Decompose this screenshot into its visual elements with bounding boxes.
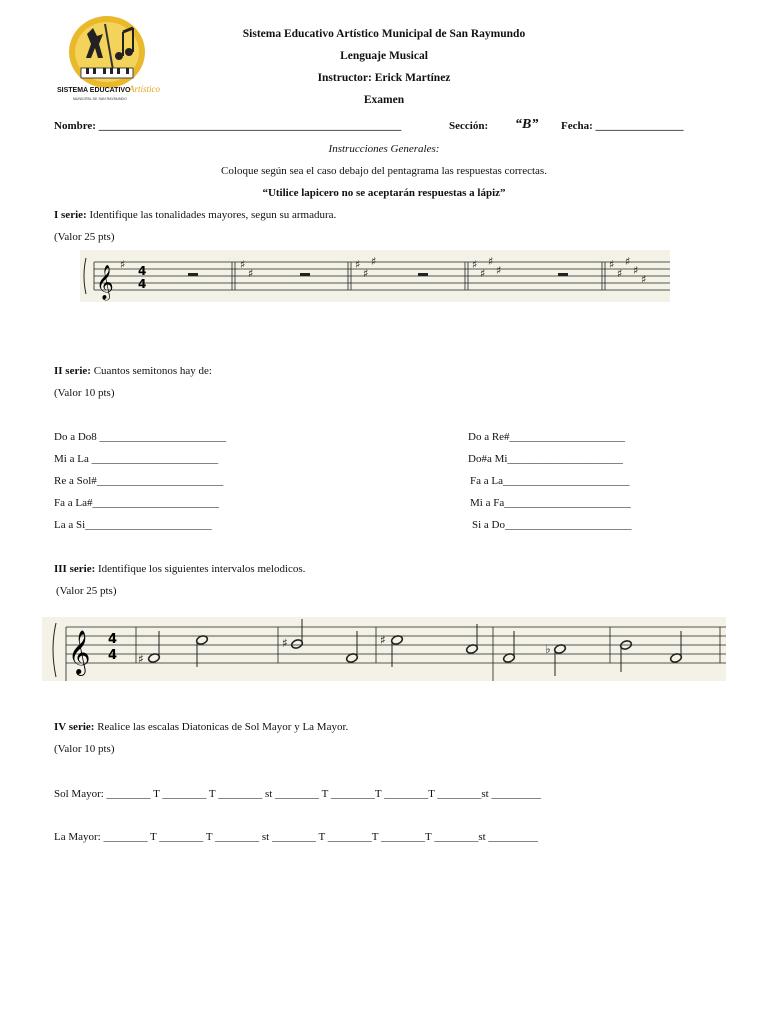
instructions-warning: “Utilice lapicero no se aceptarán respuestas a lápiz”: [262, 187, 506, 199]
semitone-question[interactable]: Mi a La _______________________: [54, 453, 219, 465]
semitone-question[interactable]: Do a Do8 _______________________: [54, 431, 227, 443]
staff-key-signatures: [80, 250, 670, 302]
sharp-icon: ♯: [617, 267, 623, 280]
treble-clef-icon: 𝄞: [68, 630, 91, 674]
serie3-heading: III serie: Identifique los siguientes intervalos melodicos.: [54, 563, 306, 575]
serie4-heading: IV serie: Realice las escalas Diatonicas de Sol Mayor y La Mayor.: [54, 721, 349, 733]
semitone-question[interactable]: Fa a La#_______________________: [54, 497, 219, 509]
sharp-icon: ♯: [472, 258, 478, 271]
sharp-icon: ♯: [355, 258, 361, 271]
instructions-title: Instrucciones Generales:: [328, 143, 440, 155]
svg-text:MUNICIPAL DE SAN RAYMUNDO: MUNICIPAL DE SAN RAYMUNDO: [73, 97, 127, 101]
section-label: Sección:: [449, 120, 489, 132]
sol-major-scale-field[interactable]: Sol Mayor: ________ T ________ T ________ st ________ T ________T ________T ________st _________: [54, 788, 541, 800]
sharp-icon: ♯: [240, 258, 246, 271]
semitone-question[interactable]: Re a Sol#_______________________: [54, 475, 224, 487]
sharp-icon: ♯: [625, 255, 631, 268]
semitone-question[interactable]: Fa a La_______________________: [470, 475, 630, 487]
date-field[interactable]: Fecha: ________________: [561, 120, 684, 132]
semitone-question[interactable]: Mi a Fa_______________________: [470, 497, 631, 509]
exam-title: Examen: [363, 94, 405, 106]
serie3-value: (Valor 25 pts): [56, 585, 117, 597]
sharp-icon: ♯: [138, 652, 144, 666]
treble-clef-icon: 𝄞: [96, 265, 114, 300]
course-title: Lenguaje Musical: [340, 50, 428, 62]
whole-rest-icon: [188, 273, 198, 276]
whole-rest-icon: [558, 273, 568, 276]
sharp-icon: ♯: [641, 273, 647, 286]
semitone-question[interactable]: Do#a Mi_____________________: [468, 453, 623, 465]
staff-intervals: [42, 617, 726, 681]
semitone-question[interactable]: Si a Do_______________________: [472, 519, 632, 531]
la-major-scale-field[interactable]: La Mayor: ________ T ________ T ________ st ________ T ________T ________T ________st _________: [54, 831, 538, 843]
flat-icon: ♭: [545, 642, 551, 656]
instructor-line: Instructor: Erick Martínez: [317, 72, 451, 84]
semitone-question[interactable]: La a Si_______________________: [54, 519, 212, 531]
sharp-icon: ♯: [248, 267, 254, 280]
sharp-icon: ♯: [480, 267, 486, 280]
serie1-heading: I serie: Identifique las tonalidades mayores, segun su armadura.: [54, 209, 337, 221]
sharp-icon: ♯: [380, 633, 386, 647]
svg-text:SISTEMA EDUCATIVO: SISTEMA EDUCATIVO: [57, 87, 131, 94]
institution-title: Sistema Educativo Artístico Municipal de San Raymundo: [242, 28, 526, 40]
serie4-value: (Valor 10 pts): [54, 743, 115, 755]
serie2-value: (Valor 10 pts): [54, 387, 115, 399]
sharp-icon: ♯: [282, 636, 288, 650]
sharp-icon: ♯: [633, 264, 639, 277]
svg-text:4: 4: [138, 277, 147, 291]
sharp-icon: ♯: [120, 258, 126, 271]
name-field[interactable]: Nombre: _______________________________________________________: [54, 120, 402, 132]
sharp-icon: ♯: [488, 255, 494, 268]
whole-rest-icon: [418, 273, 428, 276]
sharp-icon: ♯: [363, 267, 369, 280]
serie1-value: (Valor 25 pts): [54, 231, 115, 243]
section-value: “B”: [515, 117, 539, 132]
instructions-text: Coloque según sea el caso debajo del pentagrama las respuestas correctas.: [221, 165, 547, 177]
svg-text:4: 4: [108, 648, 118, 663]
sharp-icon: ♯: [371, 255, 377, 268]
svg-text:4: 4: [108, 632, 118, 647]
svg-text:4: 4: [138, 264, 147, 278]
sharp-icon: ♯: [496, 264, 502, 277]
semitone-question[interactable]: Do a Re#_____________________: [468, 431, 626, 443]
serie2-heading: II serie: Cuantos semitonos hay de:: [54, 365, 212, 377]
whole-rest-icon: [300, 273, 310, 276]
sharp-icon: ♯: [609, 258, 615, 271]
svg-text:Artístico: Artístico: [129, 84, 160, 94]
